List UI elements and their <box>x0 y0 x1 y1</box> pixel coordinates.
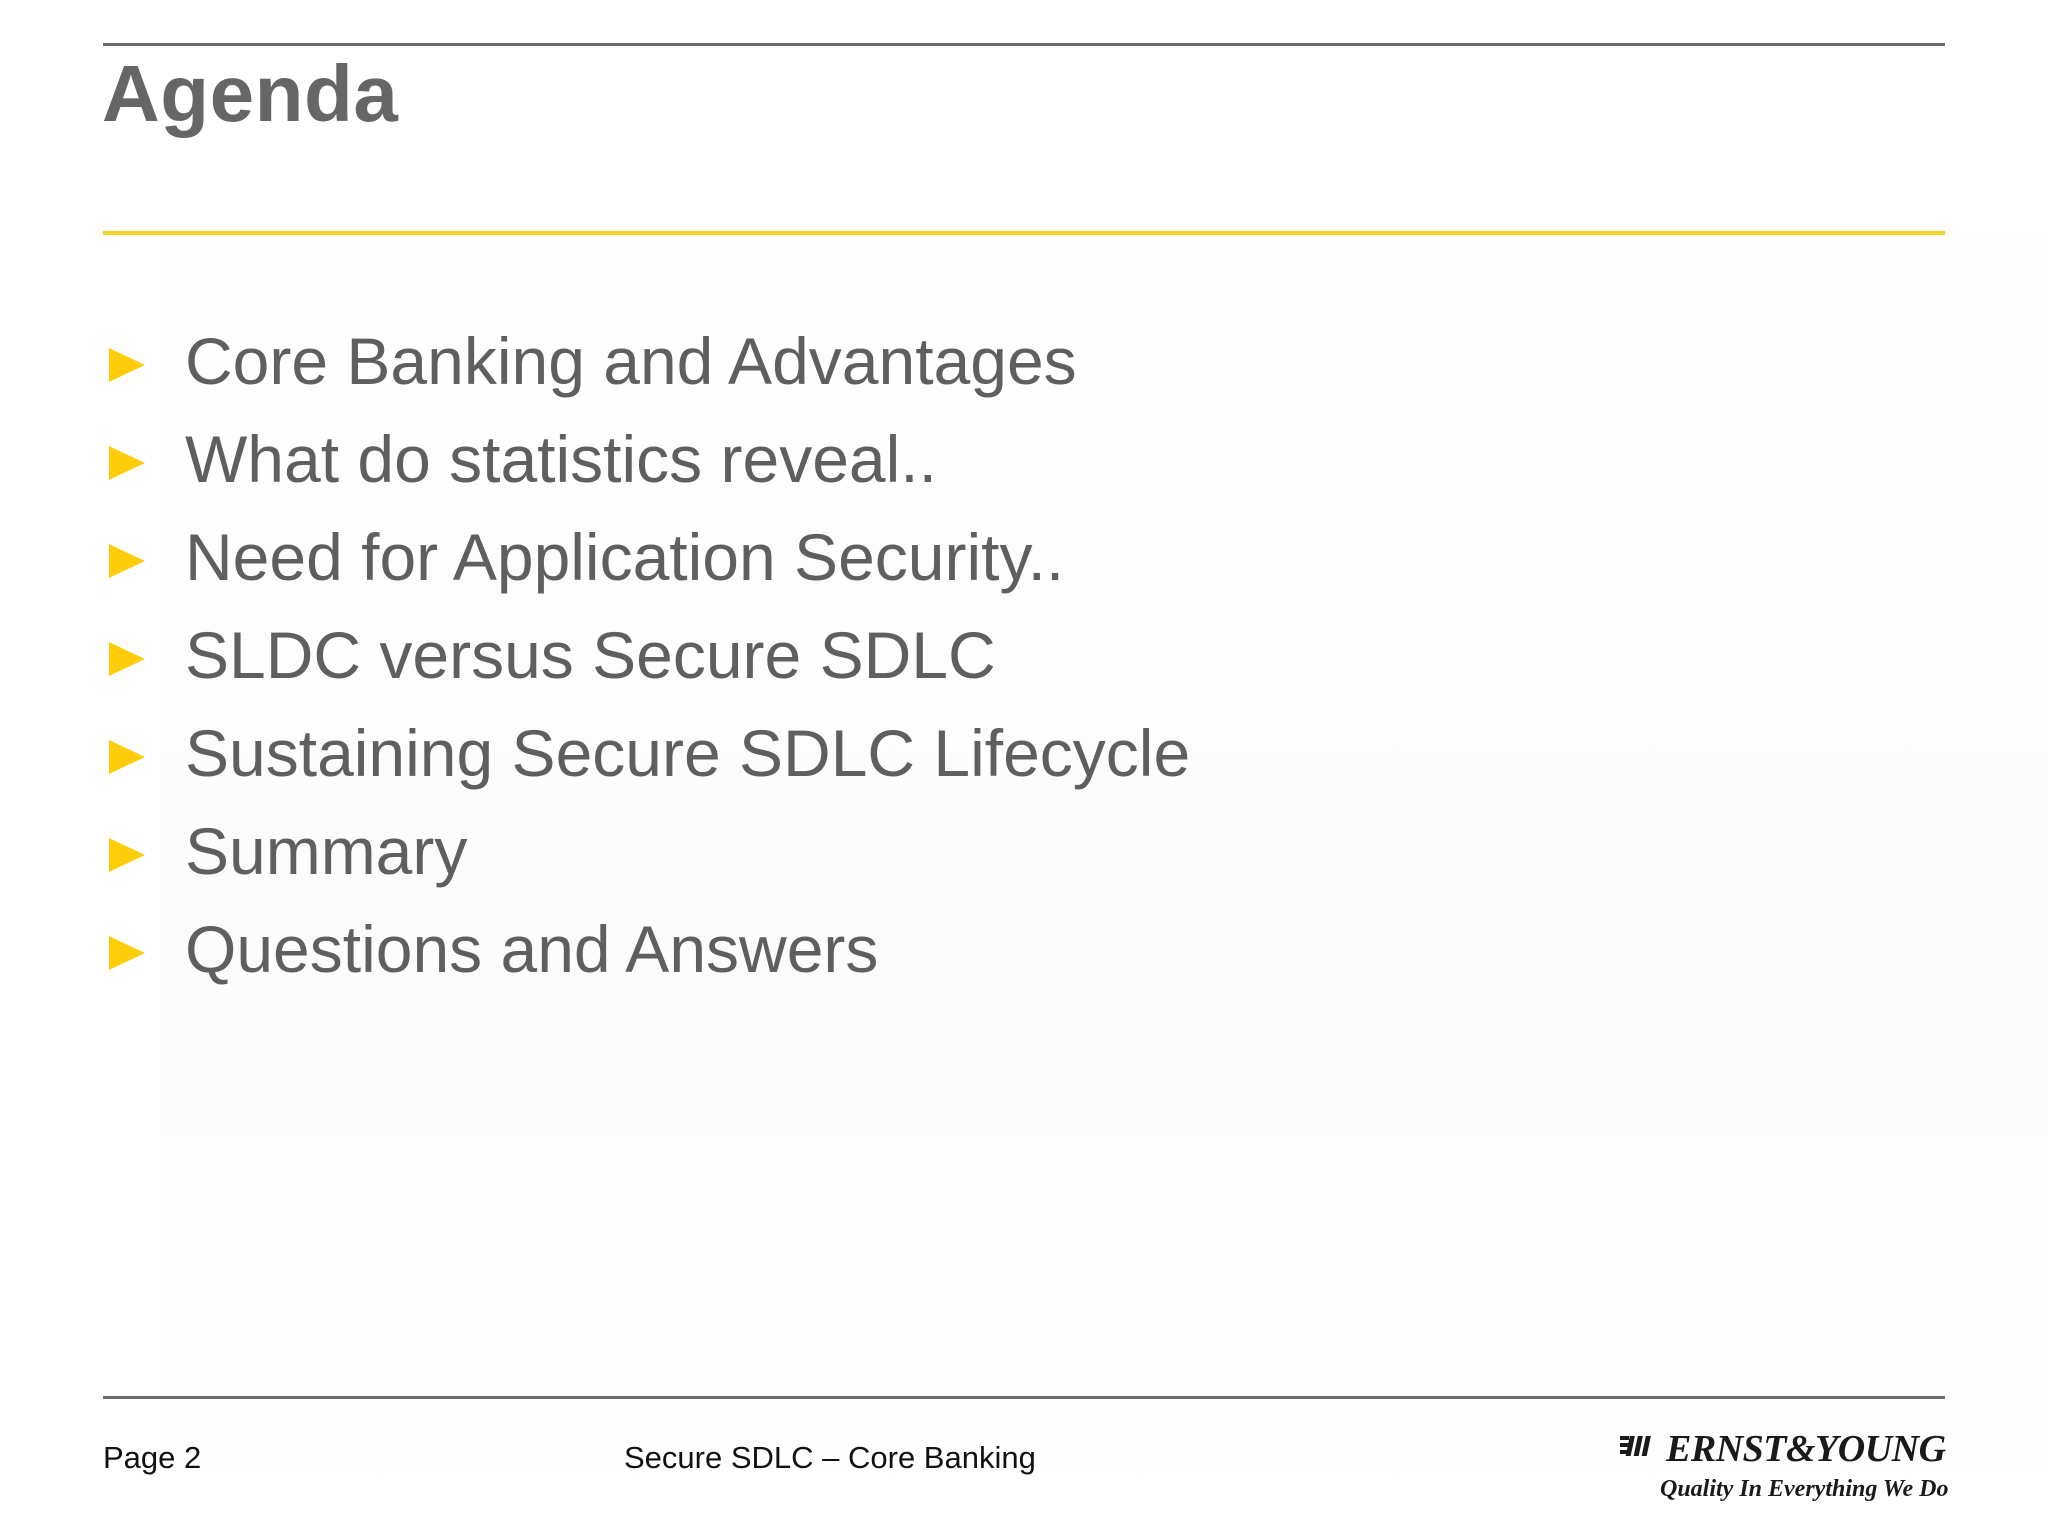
triangle-right-icon <box>109 348 145 382</box>
triangle-right-icon <box>109 740 145 774</box>
agenda-item <box>103 900 1190 998</box>
agenda-item-label: Core Banking and Advantages <box>185 324 1077 398</box>
agenda-item <box>103 606 1190 704</box>
agenda-item-label: SLDC versus Secure SDLC <box>185 618 996 692</box>
triangle-right-icon <box>109 642 145 676</box>
triangle-right-icon <box>109 446 145 480</box>
title-underline-accent <box>103 231 1945 235</box>
agenda-item-label: Questions and Answers <box>185 912 879 986</box>
triangle-right-icon <box>109 544 145 578</box>
triangle-right-icon <box>109 838 145 872</box>
logo-company-text: ERNST&YOUNG <box>1666 1428 1946 1470</box>
agenda-item <box>103 312 1190 410</box>
agenda-item-label: Need for Application Security.. <box>185 520 1065 594</box>
ey-mark-icon <box>1620 1436 1651 1456</box>
agenda-item-label: Summary <box>185 814 468 888</box>
footer-divider <box>103 1396 1945 1399</box>
footer-title: Secure SDLC – Core Banking <box>624 1440 1036 1475</box>
triangle-right-icon <box>109 936 145 970</box>
slide-title: Agenda <box>102 49 399 138</box>
agenda-item <box>103 508 1190 606</box>
agenda-item <box>103 704 1190 802</box>
agenda-item-label: Sustaining Secure SDLC Lifecycle <box>185 716 1191 790</box>
ernst-young-logo <box>1618 1426 1948 1516</box>
agenda-item <box>103 410 1190 508</box>
agenda-item <box>103 802 1190 900</box>
page-number: Page 2 <box>103 1440 202 1475</box>
agenda-item-label: What do statistics reveal.. <box>185 422 937 496</box>
agenda-list <box>103 312 1190 998</box>
logo-tagline-text: Quality In Everything We Do <box>1660 1476 1948 1502</box>
